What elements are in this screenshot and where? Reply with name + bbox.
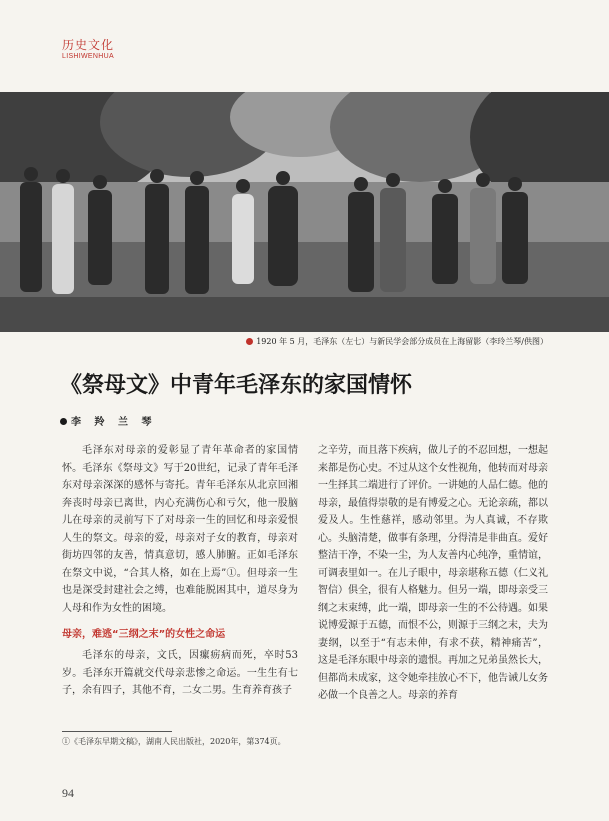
historical-group-photo (0, 92, 609, 332)
author-name: 李 羚 兰 琴 (71, 417, 157, 428)
photo-caption-text: 1920 年 5 月，毛泽东（左七）与新民学会部分成员在上海留影（李玲兰琴/供图） (256, 337, 548, 346)
right-column (318, 442, 548, 705)
footnote: ①《毛泽东早期文稿》，湖南人民出版社，2020年，第374页。 (62, 737, 286, 746)
article-author (60, 416, 156, 430)
section-title: 历史文化 (62, 38, 115, 52)
article-title: 《祭母文》中青年毛泽东的家国情怀 (60, 373, 413, 398)
body-paragraph: 毛泽东对母亲的爱彰显了青年革命者的家国情怀。毛泽东《祭母文》写于20世纪，记录了青年毛泽东对母亲深深的感怀与寄托。青年毛泽东从北京回湘奔丧时母亲已离世，内心充满伤心和亏欠，他一股脑儿在母亲的灵前写下了对母亲一生的回忆和母亲爱恨人生的祭文。母亲的爱，母亲对子女的教育，母亲对街坊四邻的友善，情真意切，感人肺腑。正如毛泽东在祭文中说，“合其人格，如在上焉”①。但母亲一生也是深受封建社会之缚，也难能脱困其中，道尽身为人母和作为女性的困境。 (62, 445, 298, 614)
section-subheading: 母亲，难逃“三纲之末”的女性之命运 (62, 629, 226, 640)
body-paragraph: 之辛劳，而且落下疾病，做儿子的不忍回想，一想起来都是伤心史。不过从这个女性视角，他转而对母亲一生择其二端进行了评价。一讲她的人品仁德。他的母亲，最值得崇敬的是有博爱之心。无论亲疏，都以爱及人。生性慈祥，感动邻里。为人真诚，不存欺心。头脑清楚，做事有条理，分得清是非曲直。爱好整洁干净，不染一尘，为人友善内心纯净，重情谊，可调表里如一。在儿子眼中，母亲堪称五德（仁义礼智信）俱全，很有人格魅力。但另一端，即母亲受三纲之末束缚，此一端，即母亲一生的不公待遇。如果说博爱源于五德，而恨不公，则源于三纲之末，夫为妻纲，以至于“有志未伸，有求不获，精神痛苦”，这是毛泽东眼中母亲的遗恨。再加之兄弟虽然长大，但都尚未成家，这令她牵挂放心不下，他告诫儿女务必做一个良善之人。母亲的养育 (318, 445, 548, 701)
section-header (62, 38, 114, 61)
section-pinyin: LISHIWENHUA (62, 53, 114, 60)
photo-caption (0, 336, 548, 348)
left-column (62, 442, 298, 700)
page-number: 94 (62, 786, 74, 800)
footnote-divider (62, 731, 172, 732)
body-paragraph: 毛泽东的母亲，文氏，因瘰疬病而死，卒时53岁。毛泽东开篇就交代母亲悲惨之命运。一生生有七子，余有四子，其他不育，二女二男。生育养育孩子 (62, 650, 298, 696)
bullet-icon (60, 418, 67, 425)
photo-illustration (0, 92, 609, 332)
bullet-icon (246, 338, 253, 345)
